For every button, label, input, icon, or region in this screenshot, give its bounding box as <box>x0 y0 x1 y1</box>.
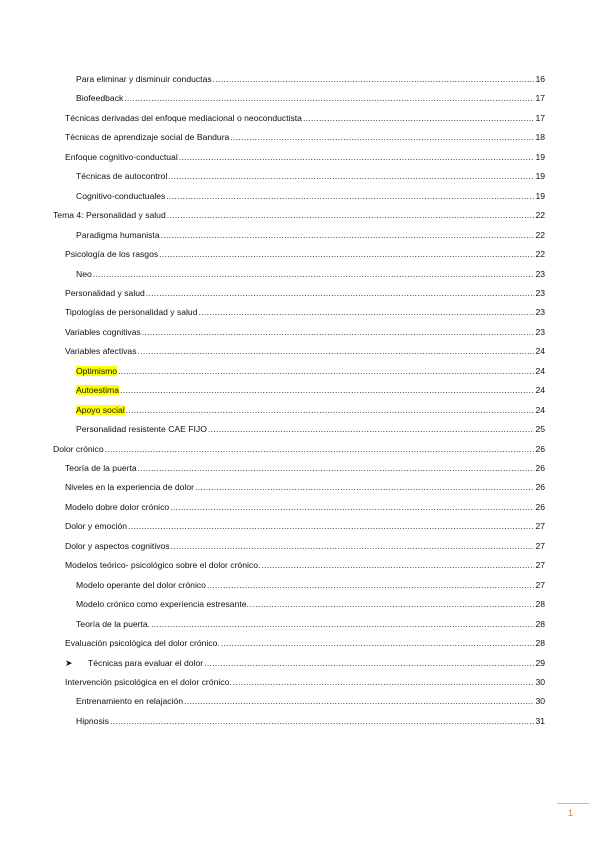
dot-leader <box>138 344 535 358</box>
toc-entry-label <box>76 267 92 281</box>
toc-entry[interactable] <box>76 169 545 183</box>
toc-entry[interactable] <box>65 305 545 319</box>
toc-entry-page: 26 <box>535 501 545 512</box>
toc-entry-text: Niveles en la experiencia de dolor <box>65 482 194 493</box>
toc-entry-label <box>76 403 125 417</box>
toc-entry-label <box>65 305 198 319</box>
toc-entry-page: 23 <box>535 287 545 298</box>
toc-entry-text: Modelos teórico- psicológico sobre el dolor crónico. <box>65 560 261 571</box>
dot-leader <box>195 480 534 494</box>
arrow-bullet-icon: ➤ <box>65 657 73 668</box>
toc-entry-page: 27 <box>535 560 545 571</box>
dot-leader <box>204 656 534 670</box>
toc-entry-page: 30 <box>535 676 545 687</box>
toc-entry-page: 24 <box>535 385 545 396</box>
toc-entry-page: 26 <box>535 482 545 493</box>
dot-leader <box>233 675 535 689</box>
toc-entry-text: Optimismo <box>76 365 118 376</box>
toc-entry-page: 17 <box>535 112 545 123</box>
toc-entry-label <box>65 500 169 514</box>
toc-entry-label <box>65 558 260 572</box>
dot-leader <box>161 228 535 242</box>
toc-entry-page: 27 <box>535 540 545 551</box>
toc-entry-label <box>65 480 194 494</box>
toc-entry-text: Variables afectivas <box>65 346 137 357</box>
dot-leader <box>303 111 534 125</box>
toc-entry-page: 27 <box>535 521 545 532</box>
dot-leader <box>142 325 535 339</box>
toc-entry-text: Teoría de la puerta <box>65 463 137 473</box>
toc-entry-label <box>65 519 127 533</box>
toc-entry[interactable] <box>76 91 545 105</box>
toc-entry-page: 19 <box>535 151 545 162</box>
toc-entry-text: Dolor crónico <box>53 443 104 454</box>
toc-entry-page: 29 <box>535 657 545 668</box>
toc-entry-text: Modelo crónico como experiencia estresante. <box>76 599 249 610</box>
toc-entry-page: 30 <box>535 696 545 707</box>
toc-entry[interactable] <box>65 656 545 670</box>
toc-entry-text: Técnicas de autocontrol <box>76 171 168 182</box>
toc-entry-text: Hipnosis <box>76 715 109 726</box>
toc-entry[interactable] <box>65 519 545 533</box>
toc-entry-label <box>76 714 109 728</box>
toc-entry-text: Para eliminar y disminuir conductas <box>76 74 212 84</box>
toc-entry-label <box>76 578 206 592</box>
toc-entry-label <box>65 675 232 689</box>
toc-entry[interactable] <box>76 267 545 281</box>
toc-entry-label <box>53 208 166 222</box>
toc-entry[interactable] <box>76 72 545 86</box>
dot-leader <box>110 714 534 728</box>
dot-leader <box>128 519 534 533</box>
toc-entry-label <box>65 111 302 125</box>
dot-leader <box>179 150 535 164</box>
toc-entry-page: 16 <box>535 74 545 84</box>
toc-entry-label <box>65 636 220 650</box>
toc-entry-label <box>76 189 165 203</box>
toc-entry-text: Evaluación psicológica del dolor crónico. <box>65 638 220 649</box>
toc-entry-page: 22 <box>535 229 545 240</box>
toc-entry-label <box>65 247 158 261</box>
toc-entry-label <box>76 72 212 86</box>
toc-entry-page: 28 <box>535 618 545 629</box>
dot-leader <box>261 558 534 572</box>
toc-entry[interactable] <box>65 344 545 358</box>
toc-entry[interactable] <box>53 208 545 222</box>
toc-entry-page: 23 <box>535 326 545 337</box>
toc-entry-page: 23 <box>535 268 545 279</box>
toc-entry-text: Variables cognitivas <box>65 326 141 337</box>
dot-leader <box>146 286 535 300</box>
dot-leader <box>124 91 534 105</box>
toc-entry[interactable] <box>65 461 545 475</box>
toc-entry-text: Tipologías de personalidad y salud <box>65 307 198 318</box>
dot-leader <box>159 247 534 261</box>
toc-entry-text: Personalidad resistente CAE FIJO <box>76 424 207 435</box>
toc-entry-label <box>76 169 167 183</box>
toc-entry[interactable] <box>53 442 545 456</box>
toc-entry[interactable] <box>65 500 545 514</box>
dot-leader <box>199 305 535 319</box>
dot-leader <box>208 422 535 436</box>
toc-entry-label <box>65 150 178 164</box>
dot-leader <box>151 617 534 631</box>
toc-entry-text: Personalidad y salud <box>65 287 145 298</box>
toc-entry-page: 22 <box>535 210 545 221</box>
toc-entry-text: Entrenamiento en relajación <box>76 696 184 707</box>
toc-entry-label <box>76 422 207 436</box>
toc-entry[interactable] <box>76 617 545 631</box>
toc-entry-text: Teoría de la puerta. <box>76 618 151 629</box>
toc-entry-page: 31 <box>535 715 545 726</box>
dot-leader <box>105 442 535 456</box>
dot-leader <box>171 539 535 553</box>
toc-entry-text: Paradigma humanista <box>76 229 160 240</box>
toc-entry-page: 18 <box>535 132 545 143</box>
page-number: 1 <box>568 808 574 818</box>
dot-leader <box>207 578 534 592</box>
toc-entry-page: 24 <box>535 346 545 357</box>
toc-entry[interactable] <box>76 364 545 378</box>
toc-entry-text: Enfoque cognitivo-conductual <box>65 151 178 162</box>
dot-leader <box>166 189 534 203</box>
toc-entry-page: 27 <box>535 579 545 590</box>
toc-entry[interactable] <box>65 130 545 144</box>
toc-entry-page: 28 <box>535 599 545 610</box>
toc-entry[interactable] <box>65 286 545 300</box>
dot-leader <box>118 364 534 378</box>
toc-entry-page: 26 <box>535 463 545 473</box>
toc-entry-page: 28 <box>535 638 545 649</box>
toc-entry-text: Autoestima <box>76 385 119 396</box>
toc-entry-label <box>65 539 170 553</box>
toc-entry-text: Modelo operante del dolor crónico <box>76 579 206 590</box>
toc-entry-label <box>65 130 229 144</box>
toc-entry-text: Dolor y emoción <box>65 521 128 532</box>
dot-leader <box>230 130 534 144</box>
toc-entry-text: Neo <box>76 268 92 279</box>
toc-entry-label <box>76 91 123 105</box>
toc-entry[interactable] <box>65 675 545 689</box>
toc-entry[interactable] <box>65 480 545 494</box>
footer-rule <box>557 803 589 804</box>
toc-entry-text: Técnicas para evaluar el dolor <box>88 657 204 668</box>
toc-entry-label <box>76 617 150 631</box>
toc-entry-page: 24 <box>535 365 545 376</box>
toc-entry-label <box>53 442 104 456</box>
toc-entry-text: Técnicas derivadas del enfoque mediacional o neoconductista <box>65 112 302 123</box>
toc-entry[interactable] <box>65 150 545 164</box>
dot-leader <box>138 461 535 475</box>
toc-entry[interactable] <box>76 228 545 242</box>
dot-leader <box>120 383 534 397</box>
toc-entry-page: 23 <box>535 307 545 318</box>
toc-entry[interactable] <box>76 714 545 728</box>
toc-entry-page: 17 <box>535 93 545 104</box>
toc-entry[interactable] <box>76 578 545 592</box>
toc-entry-label <box>65 344 137 358</box>
toc-entry-page: 24 <box>535 404 545 415</box>
dot-leader <box>126 403 535 417</box>
toc-entry[interactable] <box>65 558 545 572</box>
toc-entry-text: Psicología de los rasgos <box>65 249 159 260</box>
toc-entry[interactable] <box>76 597 545 611</box>
toc-entry-label <box>76 228 160 242</box>
toc-entry-text: Modelo dobre dolor crónico <box>65 501 170 512</box>
toc-entry[interactable] <box>76 403 545 417</box>
toc-entry-text: Técnicas de aprendizaje social de Bandura <box>65 132 230 143</box>
toc-entry-label <box>76 383 119 397</box>
dot-leader <box>167 208 535 222</box>
toc-entry-label <box>65 656 203 670</box>
toc-entry-label <box>76 694 183 708</box>
toc-entry[interactable] <box>65 636 545 650</box>
toc-entry-page: 25 <box>535 424 545 435</box>
toc-entry[interactable] <box>76 383 545 397</box>
toc-entry-page: 26 <box>535 443 545 454</box>
toc-entry-text: Dolor y aspectos cognitivos <box>65 540 170 551</box>
toc-entry-text: Cognitivo-conductuales <box>76 190 166 201</box>
dot-leader <box>221 636 535 650</box>
dot-leader <box>213 72 535 86</box>
toc-entry-label <box>65 461 137 475</box>
toc-entry-label <box>76 364 117 378</box>
dot-leader <box>184 694 534 708</box>
dot-leader <box>168 169 534 183</box>
toc-entry[interactable] <box>65 247 545 261</box>
toc-entry-text: Biofeedback <box>76 93 124 104</box>
toc-entry-label <box>76 597 249 611</box>
dot-leader <box>93 267 535 281</box>
toc-entry-label <box>65 286 145 300</box>
toc-entry-text: Intervención psicológica en el dolor crónico. <box>65 676 232 687</box>
toc-entry-label <box>65 325 141 339</box>
toc-entry[interactable] <box>76 422 545 436</box>
toc-entry-page: 22 <box>535 249 545 260</box>
dot-leader <box>170 500 534 514</box>
dot-leader <box>250 597 535 611</box>
toc-entry[interactable] <box>65 111 545 125</box>
toc-entry[interactable] <box>65 539 545 553</box>
toc-entry-text: Tema 4: Personalidad y salud <box>53 210 166 221</box>
toc-entry-text: Apoyo social <box>76 404 125 415</box>
toc-entry[interactable] <box>76 694 545 708</box>
toc-entry-page: 19 <box>535 171 545 182</box>
toc-entry-page: 19 <box>535 190 545 201</box>
toc-entry[interactable] <box>76 189 545 203</box>
toc-entry[interactable] <box>65 325 545 339</box>
